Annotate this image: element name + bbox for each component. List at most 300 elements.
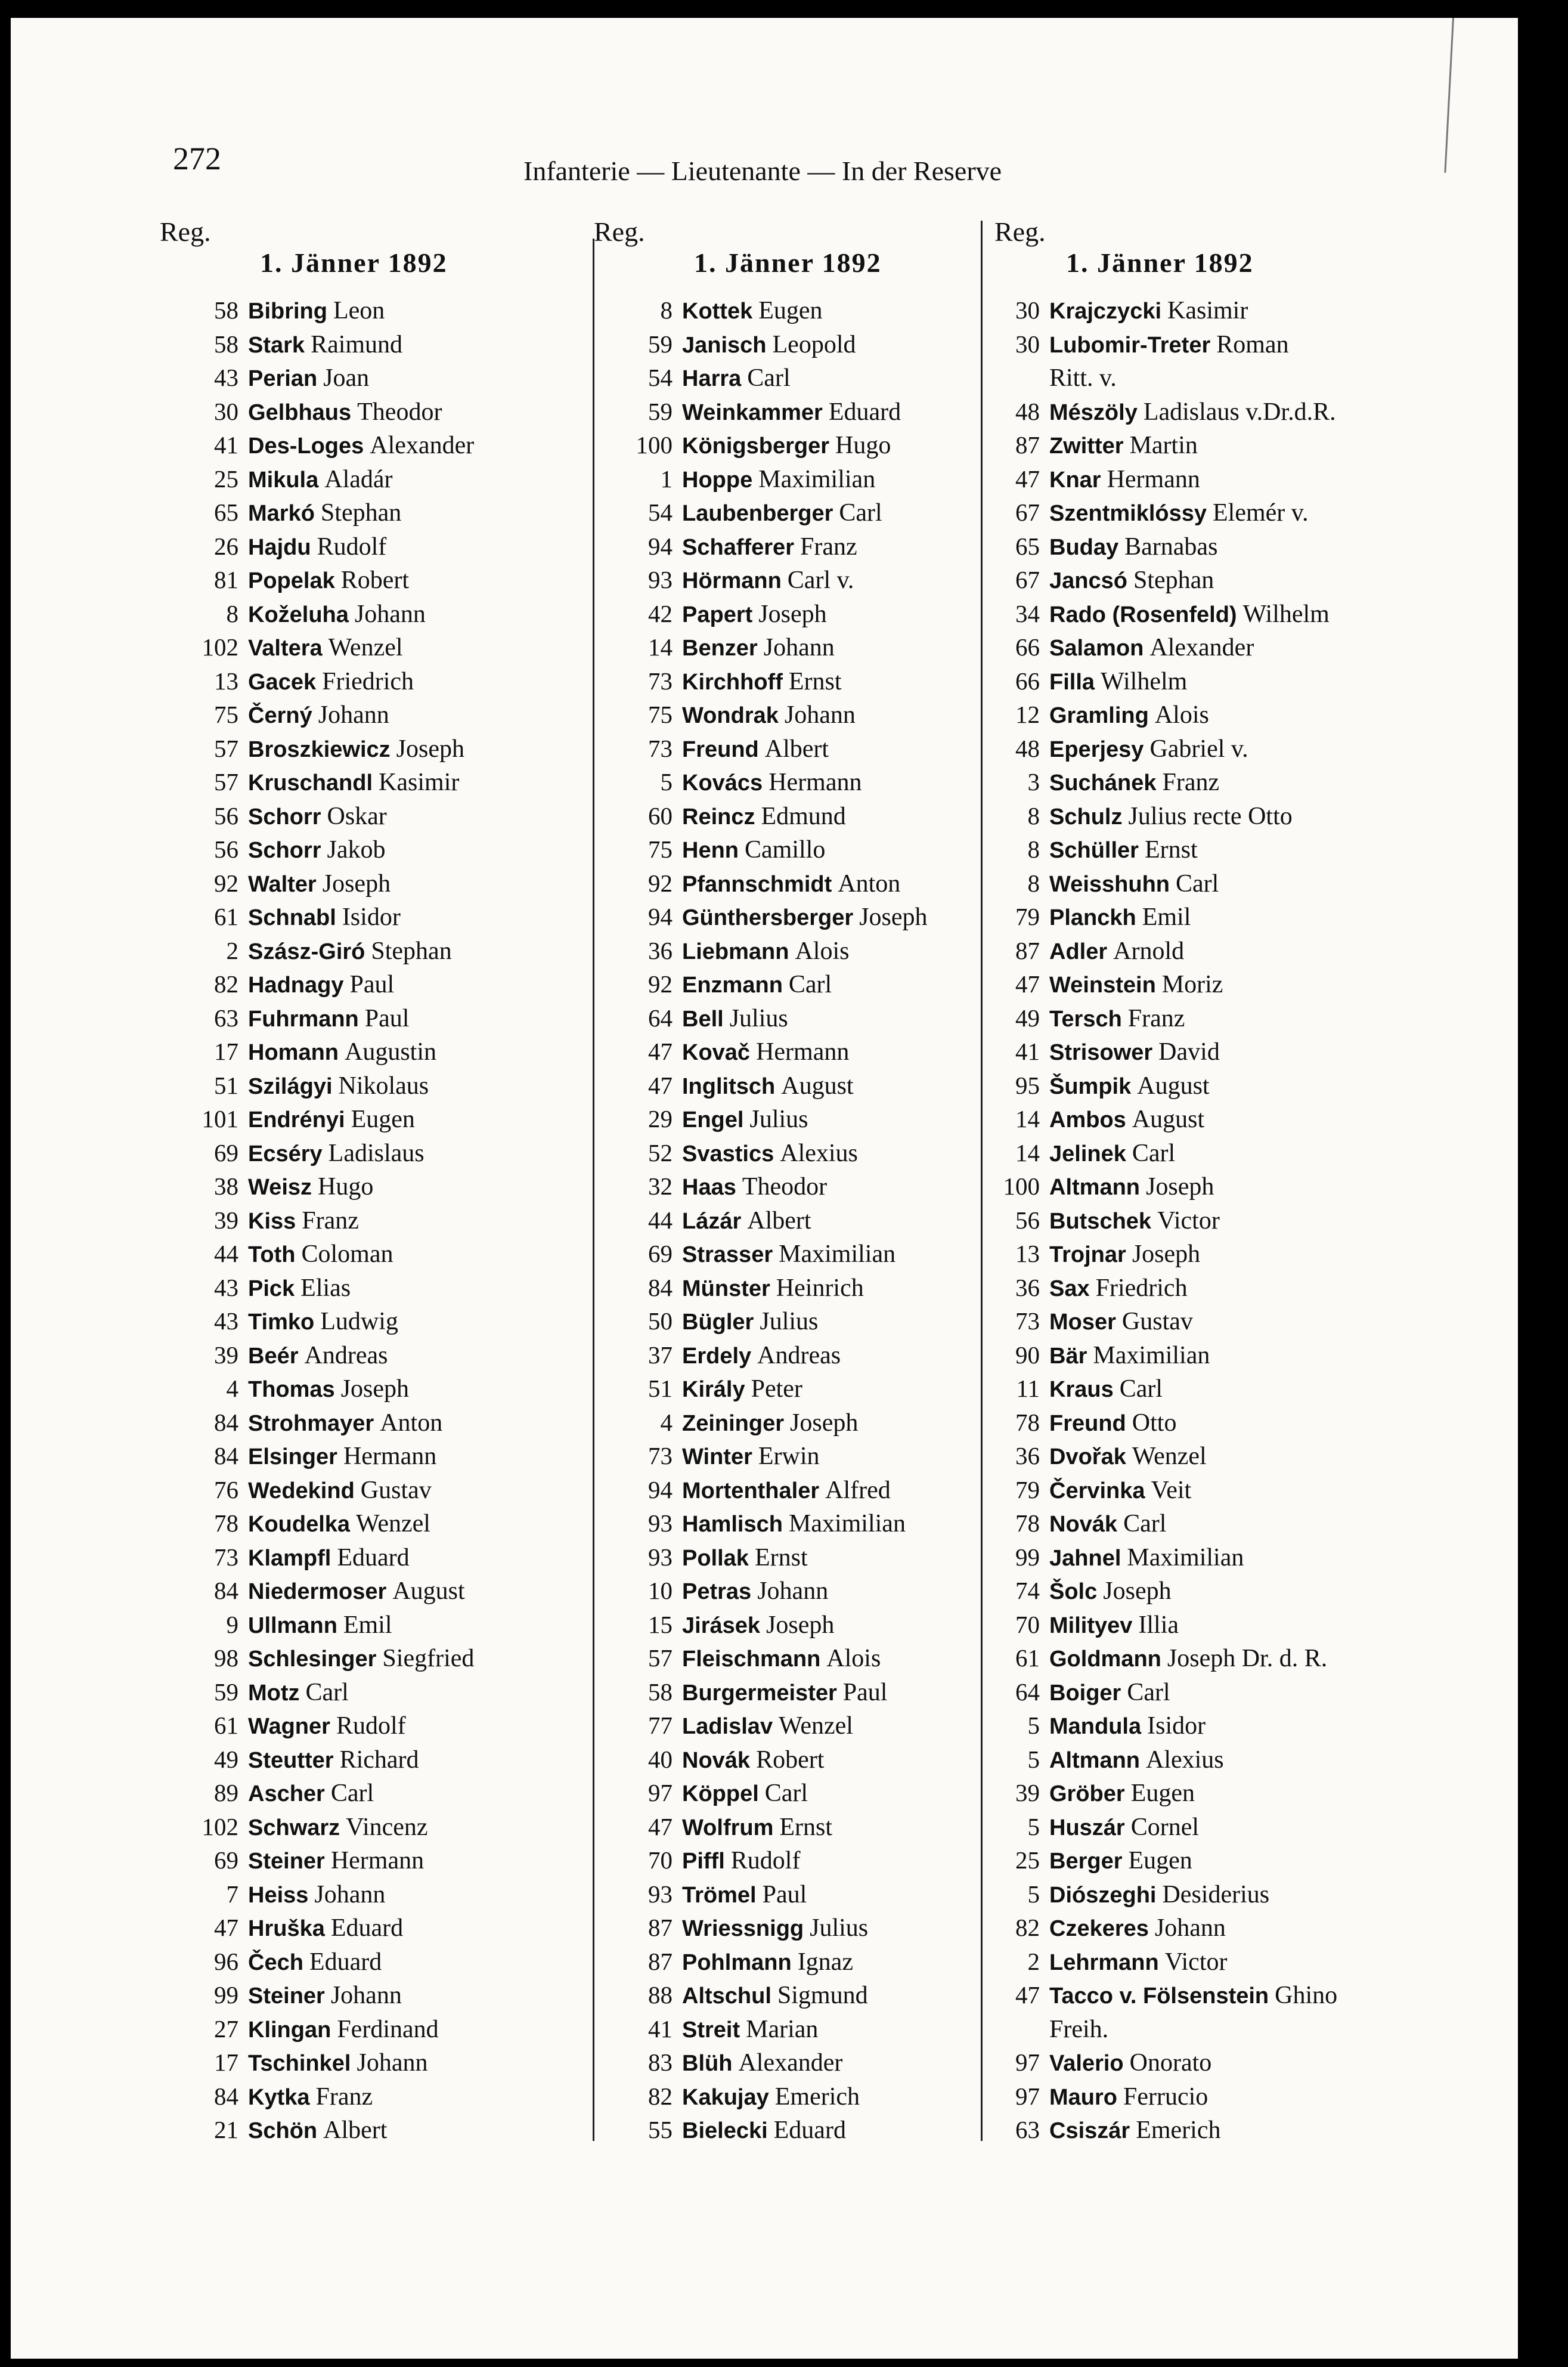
- given-name: Hermann: [756, 1038, 850, 1066]
- surname: Goldmann: [1049, 1647, 1161, 1672]
- reg-number: 92: [648, 869, 673, 897]
- surname: Novák: [1049, 1512, 1118, 1537]
- surname: Wedekind: [248, 1478, 355, 1503]
- surname: Kovač: [682, 1040, 751, 1065]
- surname: Wriessnigg: [682, 1916, 804, 1941]
- surname: Pfannschmidt: [682, 871, 832, 897]
- reg-number: 29: [648, 1105, 673, 1133]
- surname: Perian: [248, 366, 318, 391]
- surname: Ullmann: [248, 1613, 337, 1638]
- reg-number: 25: [1015, 1846, 1040, 1874]
- given-name: Nikolaus: [338, 1072, 429, 1100]
- surname: Knar: [1049, 467, 1101, 493]
- reg-number: 47: [648, 1038, 673, 1065]
- table-row: [160, 293, 565, 327]
- surname: Niedermoser: [248, 1579, 387, 1604]
- given-name: Joseph: [1132, 1240, 1201, 1268]
- table-row: [594, 1540, 981, 1574]
- table-row: [160, 1709, 565, 1743]
- given-name: Freih.: [1049, 2015, 1109, 2043]
- table-row: [594, 496, 981, 530]
- surname: Weisz: [248, 1175, 312, 1200]
- given-name: Joseph: [790, 1409, 859, 1437]
- table-row: [994, 1506, 1412, 1540]
- reg-number: 87: [1015, 936, 1040, 964]
- reg-number: 83: [648, 2049, 673, 2076]
- table-row: [594, 1338, 981, 1372]
- table-row: [994, 732, 1412, 766]
- reg-number: 84: [214, 1442, 238, 1469]
- reg-number: 60: [648, 802, 673, 830]
- table-row: [994, 1304, 1412, 1338]
- reg-number: 94: [648, 532, 673, 560]
- surname: Adler: [1049, 939, 1108, 964]
- given-name: Joseph: [1103, 1577, 1172, 1605]
- given-name: August: [1137, 1072, 1210, 1100]
- given-name: Maximilian: [1127, 1543, 1244, 1571]
- table-row: [160, 327, 565, 361]
- table-row: [994, 1743, 1412, 1777]
- surname: Schulz: [1049, 804, 1123, 830]
- table-row: [594, 462, 981, 496]
- surname: Valerio: [1049, 2051, 1124, 2076]
- reg-number: 51: [214, 1071, 238, 1099]
- given-name: Alois: [1154, 701, 1209, 729]
- given-name: Johann: [1154, 1914, 1226, 1942]
- reg-number: 14: [1015, 1138, 1040, 1167]
- reg-number: 98: [214, 1644, 238, 1672]
- column-1: [160, 216, 565, 2147]
- table-row: [994, 2012, 1412, 2046]
- reg-number: 8: [1027, 869, 1040, 897]
- given-name: Oskar: [327, 802, 387, 830]
- table-row: [160, 1304, 565, 1338]
- table-row: [994, 1608, 1412, 1642]
- table-row: [594, 2113, 981, 2147]
- surname: Toth: [248, 1242, 296, 1267]
- surname: Walter: [248, 871, 317, 897]
- surname: Papert: [682, 602, 753, 627]
- surname: Černý: [248, 703, 312, 728]
- given-name: Johann: [314, 1880, 386, 1908]
- reg-number: 5: [1027, 1745, 1040, 1773]
- reg-number: 82: [648, 2082, 673, 2110]
- reg-number: 8: [1027, 836, 1040, 863]
- table-row: [594, 530, 981, 564]
- column-3: [994, 216, 1412, 2147]
- given-name: Eduard: [828, 398, 901, 426]
- table-row: [994, 496, 1412, 530]
- surname: Heiss: [248, 1882, 309, 1908]
- given-name: Sigmund: [777, 1982, 868, 2009]
- reg-number: 84: [214, 2082, 238, 2110]
- reg-number: 66: [1015, 633, 1040, 661]
- given-name: Alfred: [825, 1476, 891, 1504]
- surname: Piffl: [682, 1849, 725, 1874]
- table-row: [994, 1102, 1412, 1136]
- reg-number: 84: [648, 1273, 673, 1301]
- surname: Szentmiklóssy: [1049, 501, 1207, 526]
- entry-list: [160, 293, 565, 2147]
- reg-number: 56: [214, 802, 238, 830]
- reg-number: 97: [1015, 2082, 1040, 2110]
- surname: Kraus: [1049, 1377, 1114, 1402]
- surname: Suchánek: [1049, 771, 1157, 796]
- reg-number: 82: [1015, 1914, 1040, 1941]
- given-name: Joseph: [340, 1375, 410, 1403]
- given-name: August: [392, 1577, 465, 1605]
- reg-number: 78: [1015, 1509, 1040, 1537]
- surname: Enzmann: [682, 973, 783, 998]
- reg-number: 43: [214, 1273, 238, 1301]
- table-row: [994, 462, 1412, 496]
- table-row: [994, 1540, 1412, 1574]
- reg-number: 37: [648, 1341, 673, 1369]
- given-name: Emerich: [774, 2083, 860, 2111]
- table-row: [160, 597, 565, 631]
- given-name: Victor: [1157, 1206, 1220, 1234]
- table-row: [594, 361, 981, 395]
- surname: Fleischmann: [682, 1647, 821, 1672]
- surname: Inglitsch: [682, 1073, 776, 1099]
- surname: Bär: [1049, 1343, 1087, 1369]
- reg-number: 44: [214, 1240, 238, 1267]
- surname: Blüh: [682, 2051, 733, 2076]
- given-name: Carl: [305, 1678, 349, 1706]
- surname: Jancsó: [1049, 568, 1127, 593]
- page-number: 272: [173, 141, 221, 177]
- reg-number: 40: [648, 1745, 673, 1773]
- surname: Schön: [248, 2118, 318, 2143]
- given-name: Martin: [1129, 432, 1198, 459]
- surname: Boiger: [1049, 1680, 1121, 1706]
- surname: Hoppe: [682, 467, 753, 493]
- given-name: Cornel: [1130, 1813, 1200, 1841]
- table-row: [160, 1776, 565, 1810]
- surname: Janisch: [682, 332, 767, 358]
- reg-number: 43: [214, 364, 238, 391]
- given-name: Leon: [333, 297, 385, 324]
- surname: Tersch: [1049, 1006, 1122, 1032]
- reg-number: 47: [214, 1914, 238, 1941]
- surname: Broszkiewicz: [248, 737, 391, 762]
- reg-number: 56: [1015, 1206, 1040, 1234]
- given-name: Maximilian: [788, 1510, 906, 1537]
- surname: Berger: [1049, 1849, 1123, 1874]
- table-row: [594, 1743, 981, 1777]
- table-row: [594, 563, 981, 597]
- reg-number: 59: [648, 397, 673, 425]
- given-name: Wilhelm: [1242, 600, 1330, 628]
- table-row: [594, 1608, 981, 1642]
- table-row: [994, 1203, 1412, 1237]
- reg-number: 9: [226, 1610, 238, 1638]
- table-row: [160, 867, 565, 901]
- given-name: Joseph: [322, 870, 391, 898]
- table-row: [160, 1877, 565, 1911]
- table-row: [594, 1372, 981, 1406]
- table-row: [160, 1069, 565, 1103]
- given-name: Ignaz: [797, 1948, 853, 1976]
- table-row: [994, 967, 1412, 1001]
- reg-number: 77: [648, 1712, 673, 1739]
- surname: Mortenthaler: [682, 1478, 820, 1503]
- reg-number: 49: [214, 1745, 238, 1773]
- surname: Diószeghi: [1049, 1882, 1157, 1908]
- surname: Schorr: [248, 838, 321, 863]
- surname: Mikula: [248, 467, 319, 493]
- surname: Schüller: [1049, 838, 1139, 863]
- given-name: Wenzel: [356, 1510, 430, 1537]
- surname: Krajczycki: [1049, 299, 1162, 324]
- reg-number: 25: [214, 465, 238, 493]
- surname: Günthersberger: [682, 905, 854, 930]
- given-name: Moriz: [1161, 971, 1223, 998]
- surname: Schnabl: [248, 905, 336, 930]
- reg-number: 34: [1015, 599, 1040, 627]
- reg-number: 70: [648, 1846, 673, 1874]
- reg-number: 36: [648, 936, 673, 964]
- given-name: Wenzel: [328, 634, 403, 661]
- surname: Popelak: [248, 568, 335, 593]
- table-row: [994, 428, 1412, 462]
- table-row: [594, 1709, 981, 1743]
- given-name: August: [1132, 1106, 1205, 1133]
- table-row: [994, 765, 1412, 799]
- reg-number: 47: [648, 1812, 673, 1840]
- table-row: [594, 1406, 981, 1440]
- table-row: [994, 1271, 1412, 1305]
- table-row: [994, 698, 1412, 732]
- given-name: Rudolf: [730, 1847, 801, 1874]
- surname: Winter: [682, 1444, 752, 1469]
- surname: Jirásek: [682, 1613, 761, 1638]
- surname: Petras: [682, 1579, 752, 1604]
- table-row: [994, 1877, 1412, 1911]
- reg-number: 36: [1015, 1442, 1040, 1469]
- table-row: [594, 1911, 981, 1945]
- reg-number: 11: [1016, 1375, 1040, 1402]
- given-name: Ritt. v.: [1049, 364, 1117, 392]
- given-name: Kasimir: [379, 769, 460, 796]
- surname: Strohmayer: [248, 1410, 374, 1436]
- given-name: Coloman: [301, 1240, 393, 1268]
- surname: Altmann: [1049, 1175, 1140, 1200]
- surname: Kiss: [248, 1208, 296, 1234]
- surname: Lehrmann: [1049, 1950, 1159, 1975]
- surname: Freund: [1049, 1410, 1126, 1436]
- surname: Henn: [682, 838, 739, 863]
- table-row: [160, 1372, 565, 1406]
- table-row: [594, 1877, 981, 1911]
- surname: Csiszár: [1049, 2118, 1130, 2143]
- given-name: Raimund: [311, 330, 403, 358]
- surname: Ascher: [248, 1781, 325, 1806]
- given-name: Marian: [746, 2015, 819, 2043]
- reg-number: 61: [214, 1712, 238, 1739]
- surname: Kovács: [682, 771, 763, 796]
- surname: Moser: [1049, 1310, 1116, 1335]
- given-name: Veit: [1151, 1476, 1192, 1504]
- surname: Des-Loges: [248, 434, 364, 459]
- given-name: Onorato: [1129, 2049, 1212, 2077]
- reg-number: 73: [1015, 1307, 1040, 1335]
- table-row: [594, 293, 981, 327]
- given-name: Maximilian: [758, 465, 876, 493]
- reg-number: 69: [214, 1138, 238, 1167]
- table-row: [160, 1641, 565, 1675]
- table-row: [160, 967, 565, 1001]
- given-name: Joseph: [766, 1611, 835, 1639]
- given-name: Gustav: [1121, 1308, 1193, 1335]
- surname: Tacco v. Fölsenstein: [1049, 1984, 1269, 2009]
- table-row: [160, 732, 565, 766]
- reg-number: 57: [214, 734, 238, 762]
- reg-number: 65: [1015, 532, 1040, 560]
- surname: Hörmann: [682, 568, 782, 593]
- table-row: [994, 1406, 1412, 1440]
- table-row: [160, 1169, 565, 1203]
- table-row: [994, 2113, 1412, 2147]
- given-name: Ernst: [788, 667, 842, 695]
- reg-number: 5: [660, 768, 673, 796]
- surname: Mandula: [1049, 1714, 1142, 1739]
- table-row: [994, 293, 1412, 327]
- reg-number: 1: [660, 465, 673, 493]
- given-name: Richard: [339, 1746, 419, 1774]
- surname: Kottek: [682, 299, 753, 324]
- reg-number: 95: [1015, 1071, 1040, 1099]
- reg-number: 61: [214, 903, 238, 930]
- surname: Beér: [248, 1343, 299, 1369]
- reg-number: 14: [648, 633, 673, 661]
- reg-number: 52: [648, 1138, 673, 1167]
- reg-number: 7: [226, 1880, 238, 1908]
- given-name: Johann: [357, 2049, 428, 2077]
- given-name: Augustin: [345, 1038, 437, 1066]
- given-name: Joan: [323, 364, 370, 392]
- given-name: Carl: [1119, 1375, 1163, 1403]
- reg-number: 73: [214, 1543, 238, 1571]
- table-row: [994, 1675, 1412, 1709]
- table-row: [160, 698, 565, 732]
- surname: Weisshuhn: [1049, 871, 1170, 897]
- reg-number: 102: [202, 633, 238, 661]
- given-name: Hermann: [343, 1443, 437, 1470]
- given-name: Rudolf: [317, 533, 387, 561]
- given-name: Eduard: [309, 1948, 382, 1976]
- table-row: [594, 934, 981, 968]
- surname: Koželuha: [248, 602, 349, 627]
- surname: Altmann: [1049, 1747, 1140, 1773]
- surname: Sax: [1049, 1276, 1090, 1301]
- reg-number: 66: [1015, 667, 1040, 695]
- surname: Steutter: [248, 1747, 334, 1773]
- reg-number: 69: [648, 1240, 673, 1267]
- given-name: Gabriel v.: [1149, 735, 1248, 763]
- reg-number: 93: [648, 566, 673, 593]
- surname: Wondrak: [682, 703, 779, 728]
- reg-number: 63: [1015, 2116, 1040, 2143]
- reg-number: 64: [648, 1004, 673, 1032]
- surname: Ecséry: [248, 1141, 323, 1167]
- table-row: [994, 1978, 1412, 2012]
- reg-number: 56: [214, 836, 238, 863]
- surname: Szász-Giró: [248, 939, 365, 964]
- given-name: Albert: [764, 735, 829, 763]
- table-row: [994, 327, 1412, 361]
- reg-header: Reg.: [994, 216, 1046, 247]
- table-row: [994, 1069, 1412, 1103]
- surname: Koudelka: [248, 1512, 351, 1537]
- surname: Szilágyi: [248, 1073, 333, 1099]
- surname: Homann: [248, 1040, 339, 1065]
- reg-number: 93: [648, 1880, 673, 1908]
- reg-number: 69: [214, 1846, 238, 1874]
- given-name: Ghino: [1275, 1982, 1338, 2009]
- surname: Czekeres: [1049, 1916, 1149, 1941]
- reg-number: 57: [648, 1644, 673, 1672]
- surname: Lubomir-Treter: [1049, 332, 1211, 358]
- given-name: Rudolf: [336, 1712, 406, 1740]
- surname: Wolfrum: [682, 1815, 774, 1840]
- reg-number: 13: [1015, 1240, 1040, 1267]
- surname: Ambos: [1049, 1107, 1126, 1133]
- table-row: [994, 1473, 1412, 1507]
- surname: Köppel: [682, 1781, 759, 1806]
- table-row: [594, 1271, 981, 1305]
- table-row: [160, 765, 565, 799]
- given-name: Theodor: [742, 1173, 828, 1200]
- table-row: [994, 1641, 1412, 1675]
- surname: Motz: [248, 1680, 300, 1706]
- surname: Šumpik: [1049, 1073, 1132, 1099]
- surname: Bibring: [248, 299, 327, 324]
- surname: Altschul: [682, 1984, 771, 2009]
- surname: Hadnagy: [248, 973, 344, 998]
- reg-number: 5: [1027, 1812, 1040, 1840]
- table-row: [160, 496, 565, 530]
- given-name: Paul: [349, 971, 395, 998]
- table-row: [594, 327, 981, 361]
- surname: Haas: [682, 1175, 736, 1200]
- table-row: [160, 630, 565, 664]
- reg-number: 87: [648, 1914, 673, 1941]
- reg-number: 84: [214, 1408, 238, 1436]
- surname: Schorr: [248, 804, 321, 830]
- surname: Hruška: [248, 1916, 325, 1941]
- table-row: [594, 1945, 981, 1979]
- reg-number: 81: [214, 566, 238, 593]
- given-name: Robert: [756, 1746, 825, 1774]
- reg-number: 61: [1015, 1644, 1040, 1672]
- surname: Königsberger: [682, 434, 830, 459]
- given-name: Camillo: [745, 836, 826, 864]
- table-row: [160, 361, 565, 395]
- reg-number: 47: [1015, 1981, 1040, 2009]
- given-name: Franz: [1127, 1004, 1185, 1032]
- surname: Čech: [248, 1950, 303, 1975]
- reg-number: 59: [648, 330, 673, 358]
- table-row: [594, 1304, 981, 1338]
- reg-number: 87: [648, 1947, 673, 1975]
- surname: Engel: [682, 1107, 744, 1133]
- reg-number: 44: [648, 1206, 673, 1234]
- given-name: Carl: [1127, 1678, 1170, 1706]
- given-name: Edmund: [761, 802, 846, 830]
- given-name: Victor: [1164, 1948, 1228, 1976]
- table-row: [994, 530, 1412, 564]
